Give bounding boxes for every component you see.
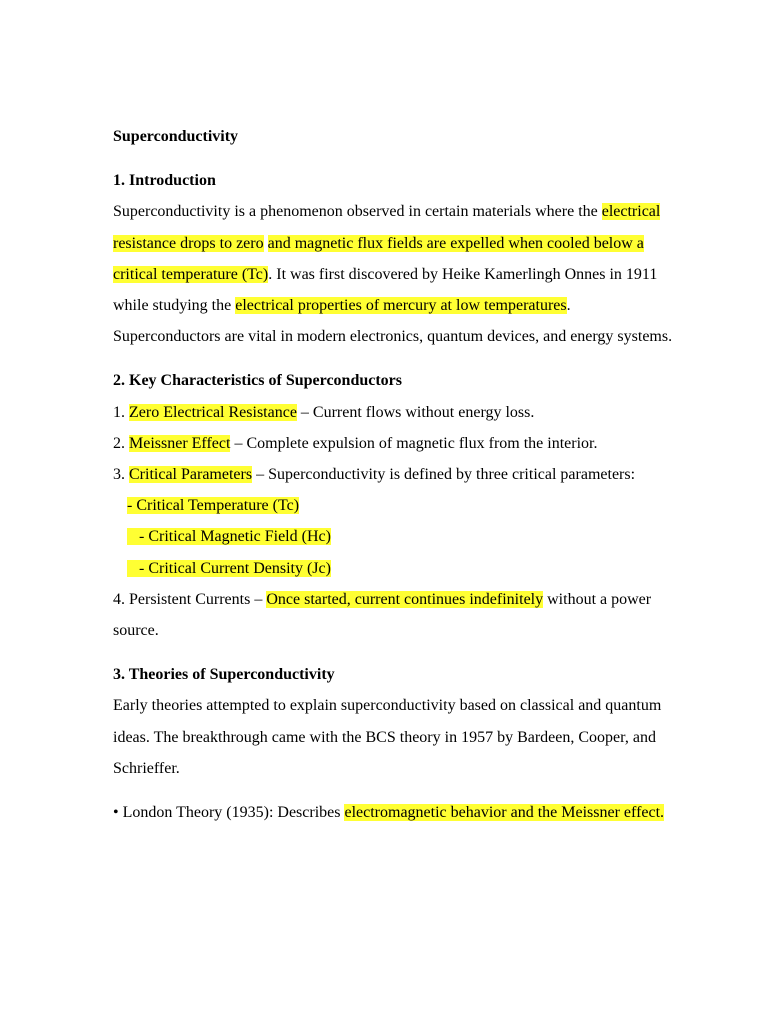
list-item-text: – Current flows without energy loss. (296, 403, 535, 421)
highlight-persistent-currents: Once started, current continues indefinitely (266, 590, 544, 608)
list-item-text: – Complete expulsion of magnetic flux from the interior. (230, 434, 598, 452)
list-item-meissner-effect (113, 428, 673, 459)
introduction-paragraph (113, 196, 673, 352)
sub-item-critical-temperature (113, 490, 673, 521)
intro-text-2 (264, 235, 268, 252)
list-item-zero-resistance (113, 397, 673, 428)
highlight-critical-temperature: - Critical Temperature (Tc) (127, 497, 300, 515)
highlight-london-theory: electromagnetic behavior and the Meissner effect. (344, 804, 665, 822)
highlight-critical-current-density (127, 560, 331, 577)
section-heading-characteristics: 2. Key Characteristics of Superconductors (113, 372, 402, 390)
intro-highlight-1: electrical resistance drops to zero (113, 203, 661, 252)
list-item-persistent-currents (113, 584, 673, 646)
bullet-text: • London Theory (1935): Describes (113, 804, 345, 822)
list-number: 2. (113, 434, 129, 452)
section-introduction (113, 165, 673, 352)
document-page (113, 121, 673, 841)
intro-text-3: . It was first discovered by Heike Kamerlingh Onnes in 1911 while studying the (113, 265, 658, 315)
section-key-characteristics (113, 365, 673, 646)
list-item-text: without a power source. (113, 590, 652, 640)
highlight-critical-parameters: Critical Parameters (129, 466, 253, 484)
sub-item-critical-magnetic-field (113, 521, 673, 552)
intro-text-4: . Superconductors are vital in modern electronics, quantum devices, and energy systems. (113, 297, 673, 346)
list-item-critical-parameters (113, 459, 673, 490)
highlight-meissner-effect: Meissner Effect (129, 434, 231, 452)
sub-item-critical-current-density (113, 553, 673, 584)
sub-item-text: - Critical Magnetic Field (Hc) (139, 528, 331, 546)
document-title: Superconductivity (113, 128, 239, 145)
list-item-text: – Superconductivity is defined by three critical parameters: (252, 466, 636, 484)
list-number: 3. (113, 466, 129, 484)
theories-paragraph: Early theories attempted to explain superconductivity based on classical and quantum ideas. The breakthrough came with the BCS theory in 1957 by Bardeen, Cooper, and Schrieffer. (113, 697, 662, 777)
sub-item-text: - Critical Current Density (Jc) (139, 559, 331, 577)
section-heading-introduction: 1. Introduction (113, 172, 216, 190)
list-number: 1. (113, 403, 129, 421)
intro-text-1: Superconductivity is a phenomenon observed in certain materials where the (113, 203, 602, 221)
bullet-london-theory (113, 797, 673, 828)
intro-highlight-3: electrical properties of mercury at low temperatures (235, 297, 567, 315)
section-theories (113, 659, 673, 828)
list-item-text: 4. Persistent Currents – (113, 590, 267, 608)
section-heading-theories: 3. Theories of Superconductivity (113, 666, 335, 684)
intro-highlight-2: and magnetic flux fields are expelled when cooled below a critical temperature (Tc) (113, 234, 644, 283)
highlight-critical-magnetic-field (127, 528, 331, 545)
highlight-zero-resistance: Zero Electrical Resistance (129, 403, 297, 421)
